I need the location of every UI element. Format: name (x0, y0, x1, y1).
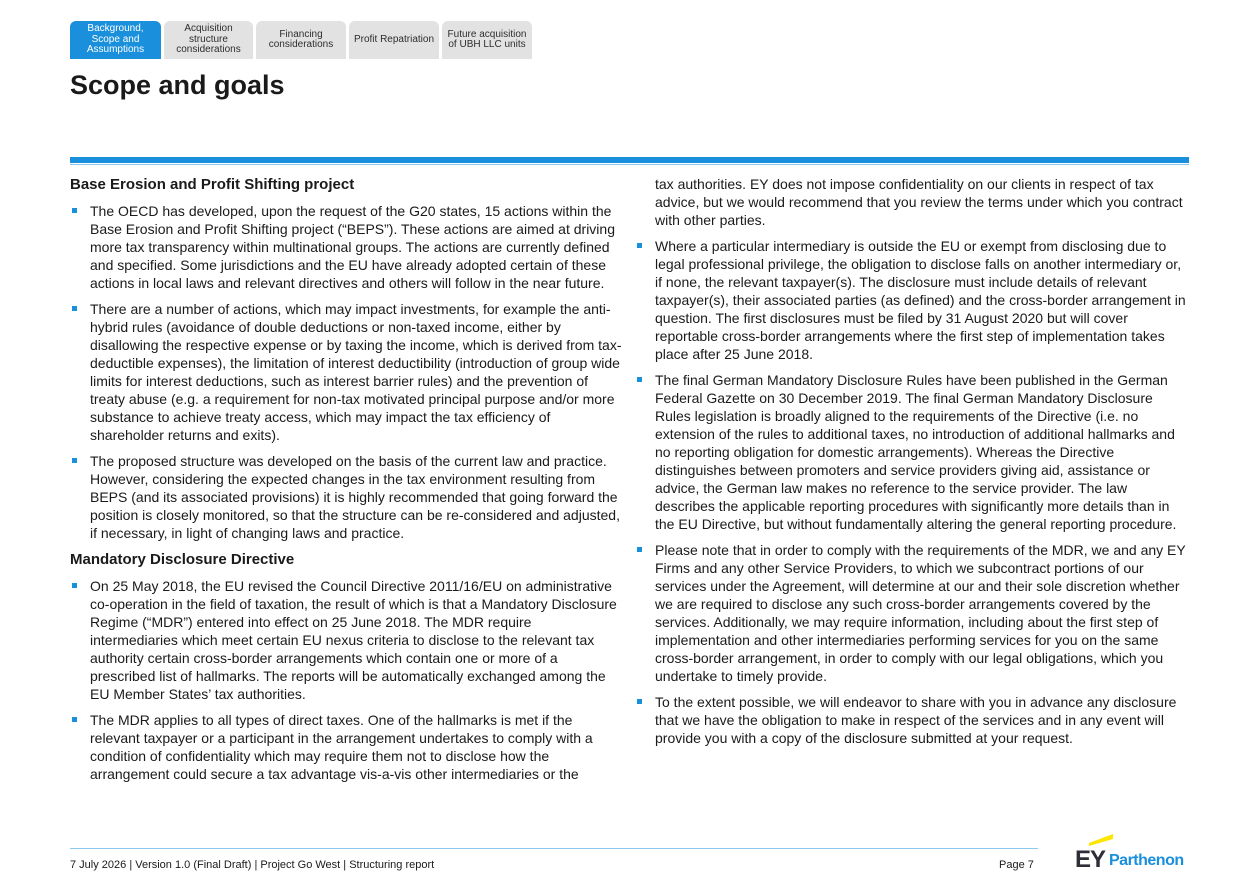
bullet-marker (637, 243, 642, 248)
left-column (70, 175, 622, 791)
ey-parthenon-logo (1075, 832, 1191, 872)
list-item (635, 237, 1187, 363)
bullet-text: Where a particular intermediary is outside the EU or exempt from disclosing due to legal professional privilege, the obligation to disclose falls on another intermediary or, if none, the relevant taxpayer(s). The disclosure must include details of relevant taxpayer(s), their associated parties (as defined) and the cross-border arrangement in question. The first disclosures must be filed by 31 August 2020 but will cover reportable cross-border arrangements where the first step of implementation takes place after 25 June 2018. (655, 238, 1186, 362)
bullet-text: To the extent possible, we will endeavor to share with you in advance any disclosure that we have the obligation to make in respect of the services and in any event will provide you with a copy of the disclosure submitted at your request. (655, 694, 1177, 746)
list-item (70, 452, 622, 542)
right-column (635, 175, 1187, 755)
tab-financing-considerations[interactable]: Financing considerations (256, 21, 346, 59)
mdr-bullet-list (70, 577, 622, 783)
page-number: Page 7 (999, 859, 1034, 871)
section-heading-mdr: Mandatory Disclosure Directive (70, 551, 295, 568)
bullet-marker (72, 717, 77, 722)
section-tabs (70, 21, 532, 59)
bullet-marker (72, 458, 77, 463)
list-item (70, 711, 622, 783)
bullet-marker (637, 547, 642, 552)
tab-background-scope-assumptions[interactable]: Background, Scope and Assumptions (70, 21, 161, 59)
bullet-text: The proposed structure was developed on the basis of the current law and practice. However, considering the expected changes in the tax environment resulting from BEPS (and its associated provisions) it is highly recommended that going forward the position is closely monitored, so that the structure can be re-considered and adjusted, if necessary, in light of changing laws and practice. (90, 453, 620, 541)
bullet-marker (72, 583, 77, 588)
tab-acquisition-structure[interactable]: Acquisition structure considerations (164, 21, 253, 59)
bullet-text: The MDR applies to all types of direct taxes. One of the hallmarks is met if the relevant taxpayer or a participant in the arrangement undertakes to comply with a condition of confidentiality which may require them not to disclose how the arrangement could secure a tax advantage vis-a-vis other intermediaries or the (90, 712, 593, 782)
tab-future-acquisition[interactable]: Future acquisition of UBH LLC units (442, 21, 532, 59)
logo-ey-text: EY (1075, 846, 1106, 873)
bullet-marker (637, 377, 642, 382)
bullet-marker (72, 306, 77, 311)
logo-parthenon-text: Parthenon (1109, 852, 1184, 869)
footer-divider (70, 848, 1038, 849)
bullet-marker (637, 699, 642, 704)
list-item (635, 541, 1187, 685)
logo-beam-icon (1089, 834, 1113, 846)
list-item (70, 300, 622, 444)
bullet-marker (72, 208, 77, 213)
bullet-text: On 25 May 2018, the EU revised the Council Directive 2011/16/EU on administrative co-operation in the field of taxation, the result of which is that a Mandatory Disclosure Regime (“MDR”) entered into effect on 25 June 2018. The MDR require intermediaries which meet certain EU nexus criteria to disclose to the relevant tax authority certain cross-border arrangements which contain one or more of a prescribed list of hallmarks. The reports will be automatically exchanged among the EU Member States’ tax authorities. (90, 578, 617, 702)
tab-profit-repatriation[interactable]: Profit Repatriation (349, 21, 439, 59)
bullet-text: The OECD has developed, upon the request of the G20 states, 15 actions within the Base Erosion and Profit Shifting project (“BEPS”). These actions are aimed at driving more tax transparency within multinational groups. The actions are currently defined and specified. Some jurisdictions and the EU have already adopted certain of these actions in local laws and relevant directives and others will follow in the near future. (90, 203, 615, 291)
beps-bullet-list (70, 202, 622, 542)
right-bullet-list (635, 237, 1187, 747)
section-heading-beps: Base Erosion and Profit Shifting project (70, 176, 355, 193)
list-item (70, 577, 622, 703)
list-item (635, 371, 1187, 533)
bullet-text: There are a number of actions, which may impact investments, for example the anti-hybrid rules (avoidance of double deductions or non-taxed income, either by disallowing the respective expense or by taxing the income, which is derived from tax-deductible expenses), the limitation of interest deductibility (introduction of group wide limits for interest deductions, such as interest barrier rules) and the prevention of treaty abuse (e.g. a requirement for non-tax motivated principal purpose and/or more substance to achieve treaty access, which may impact the tax efficiency of shareholder returns and exits). (90, 301, 622, 443)
header-divider (70, 157, 1189, 163)
continued-paragraph: tax authorities. EY does not impose confidentiality on our clients in respect of tax advice, but we would recommend that you review the terms under which you contract with other parties. (655, 176, 1183, 228)
header-divider-thin (70, 164, 1189, 165)
page-title: Scope and goals (70, 70, 285, 100)
footer-text: 7 July 2026 | Version 1.0 (Final Draft) | Project Go West | Structuring report (70, 859, 435, 871)
bullet-text: The final German Mandatory Disclosure Rules have been published in the German Federal Gazette on 30 December 2019. The final German Mandatory Disclosure Rules legislation is broadly aligned to the requirements of the Directive (i.e. no extension of the rules to additional taxes, no introduction of additional hallmarks and no reporting obligation for domestic arrangements). Whereas the Directive distinguishes between promoters and service providers giving aid, assistance or advice, the German law makes no reference to the service provider. The law describes the applicable reporting procedures with significantly more details than in the EU Directive, but without fundamentally altering the general reporting procedure. (655, 372, 1177, 532)
list-item (635, 693, 1187, 747)
bullet-text: Please note that in order to comply with the requirements of the MDR, we and any EY Firms and any other Service Providers, to which we subcontract portions of our services under the Agreement, will determine at our and their sole discretion whether we are required to disclose any such cross-border arrangements covered by the services. Additionally, we may require information, including about the first step of implementation and other intermediaries performing services for you on the same cross-border arrangement, in order to comply with our legal obligations, which you undertake to timely provide. (655, 542, 1186, 684)
list-item (70, 202, 622, 292)
